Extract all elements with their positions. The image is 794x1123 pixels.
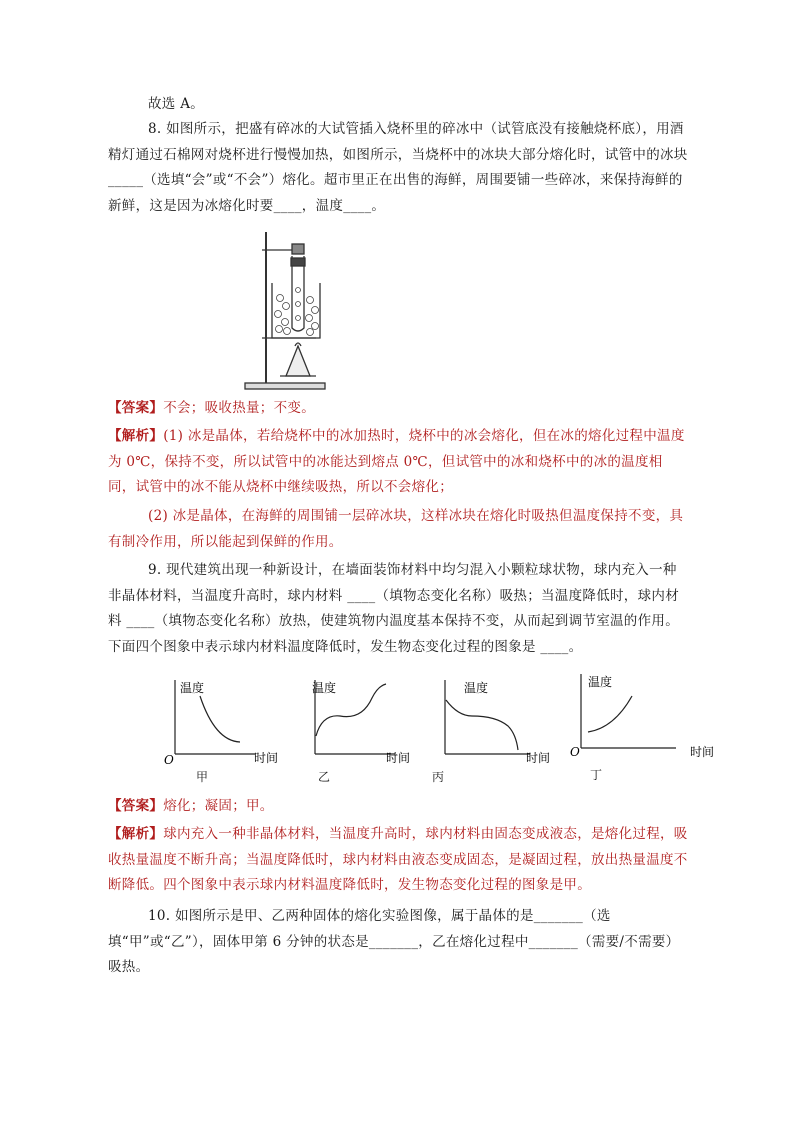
graph-bing <box>430 676 570 786</box>
svg-text:温度: 温度 <box>588 675 613 689</box>
caption-jia: 甲 <box>196 770 209 784</box>
q8-analysis-1: 【解析】(1) 冰是晶体，若给烧杯中的冰加热时，烧杯中的冰会熔化，但在冰的熔化过程中温度为 0℃，保持不变，所以试管中的冰能达到熔点 0℃，但试管中的冰和烧杯中的冰的温度相同，试管中的冰不能从烧杯中继续吸热，所以不会熔化； <box>108 428 685 495</box>
caption-ding: 丁 <box>590 768 603 782</box>
q8-analysis-2: (2) 冰是晶体，在海鲜的周围铺一层碎冰块，这样冰块在熔化时吸热但温度保持不变，具有制冷作用，所以能起到保鲜的作用。 <box>108 508 684 550</box>
svg-text:时间: 时间 <box>254 751 279 765</box>
graph-yi <box>300 676 430 786</box>
svg-text:温度: 温度 <box>180 681 205 695</box>
svg-text:时间: 时间 <box>526 751 551 765</box>
svg-text:时间: 时间 <box>386 751 411 765</box>
svg-text:时间: 时间 <box>690 745 715 759</box>
q9-analysis: 【解析】球内充入一种非晶体材料，当温度升高时，球内材料由固态变成液态，是熔化过程，吸收热量温度不断升高；当温度降低时，球内材料由液态变成固态，是凝固过程，放出热量温度不断降低。四个图象中表示球内材料温度降低时，发生物态变化过程的图象是甲。 <box>108 826 688 893</box>
q7-conclusion: 故选 A。 <box>148 96 205 112</box>
graph-jia <box>160 676 290 786</box>
svg-text:O: O <box>570 745 580 759</box>
question-8: 8. 如图所示，把盛有碎冰的大试管插入烧杯里的碎冰中（试管底没有接触烧杯底），用酒精灯通过石棉网对烧杯进行慢慢加热，如图所示，当烧杯中的冰块大部分熔化时，试管中的冰块_____（选填“会”或“不会”）熔化。超市里正在出售的海鲜，周围要铺一些碎冰，来保持海鲜的新鲜，这是因为冰熔化时要____，温度____。 <box>108 121 688 214</box>
question-10: 10. 如图所示是甲、乙两种固体的熔化实验图像，属于晶体的是_______（选填“甲”或“乙”），固体甲第 6 分钟的状态是_______，乙在熔化过程中_______（需要/不需要）吸热。 <box>108 908 680 975</box>
svg-text:温度: 温度 <box>464 681 489 695</box>
q8-answer: 【答案】不会；吸收热量；不变。 <box>108 400 316 416</box>
graph-ding <box>566 670 716 780</box>
question-9: 9. 现代建筑出现一种新设计，在墙面装饰材料中均匀混入小颗粒球状物，球内充入一种非晶体材料，当温度升高时，球内材料 ____（填物态变化名称）吸热；当温度降低时，球内材料 ____（填物态变化名称）放热，使建筑物内温度基本保持不变，从而起到调节室温的作用。下面四个图象中表示球内材料温度降低时，发生物态变化过程的图象是 ____。 <box>108 562 679 655</box>
svg-text:温度: 温度 <box>312 681 337 695</box>
apparatus-figure <box>240 228 330 394</box>
svg-text:O: O <box>164 753 174 766</box>
caption-bing: 丙 <box>432 770 445 784</box>
q9-answer: 【答案】熔化；凝固；甲。 <box>108 798 274 814</box>
caption-yi: 乙 <box>318 770 331 784</box>
